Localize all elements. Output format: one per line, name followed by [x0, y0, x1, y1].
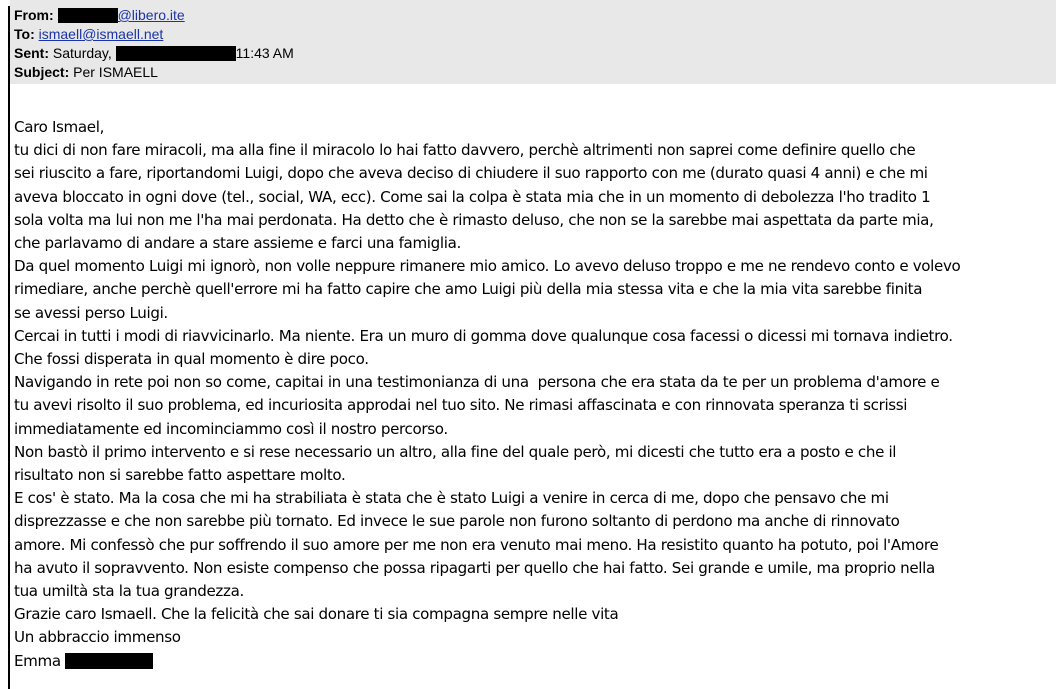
- body-line: Cercai in tutti i modi di riavvicinarlo. Ma niente. Era un muro di gomma dove qualunque cosa facessi o dicessi mi tornava indietro.: [14, 326, 953, 345]
- body-line: Che fossi disperata in qual momento è dire poco.: [14, 350, 369, 369]
- email-body: [14, 116, 1050, 673]
- body-line: sola volta ma lui non me l'ha mai perdonata. Ha detto che è rimasto deluso, che non se la sarebbe mai aspettata da parte mia,: [14, 210, 934, 229]
- sent-line: [14, 44, 294, 62]
- to-line: [14, 25, 163, 43]
- body-line: Grazie caro Ismaell. Che la felicità che sai donare ti sia compagna sempre nelle vita: [14, 605, 619, 624]
- sent-label: Sent:: [14, 45, 49, 61]
- body-line: sei riuscito a fare, riportandomi Luigi, dopo che aveva deciso di chiudere il suo rapporto con me (durato quasi 4 anni) e che mi: [14, 164, 928, 183]
- greeting: Caro Ismael,: [14, 118, 105, 136]
- signature: [14, 650, 1050, 673]
- body-line: amore. Mi confessò che pur soffrendo il suo amore per me non era venuto mai meno. Ha resistito quanto ha potuto, poi l'Amore: [14, 535, 939, 554]
- to-label: To:: [14, 26, 35, 42]
- body-line: Da quel momento Luigi mi ignorò, non volle neppure rimanere mio amico. Lo avevo deluso troppo e me ne rendevo conto e volevo: [14, 257, 961, 276]
- subject-line: [14, 63, 158, 81]
- body-line: risultato non si sarebbe fatto aspettare molto.: [14, 466, 346, 485]
- body-line: tu dici di non fare miracoli, ma alla fine il miracolo lo hai fatto davvero, perchè altrimenti non saprei come definire quello che: [14, 141, 916, 160]
- body-line: rimediare, anche perchè quell'errore mi ha fatto capire che amo Luigi più della mia stessa vita e che la mia vita sarebbe finita: [14, 280, 923, 299]
- body-line: Un abbraccio immenso: [14, 628, 181, 647]
- body-line: disprezzasse e che non sarebbe più tornato. Ed invece le sue parole non furono soltanto di perdono ma anche di rinnovato: [14, 512, 900, 531]
- body-line: Non bastò il primo intervento e si rese necessario un altro, alla fine del quale però, mi dicesti che tutto era a posto e che il: [14, 442, 897, 461]
- body-line: che parlavamo di andare a stare assieme e farci una famiglia.: [14, 234, 461, 253]
- body-line: Navigando in rete poi non so come, capitai in una testimonianza di una persona che era stata da te per un problema d'amore e: [14, 373, 940, 392]
- body-line: tu avevi risolto il suo problema, ed incuriosita approdai nel tuo sito. Ne rimasi affascinata e con rinnovata speranza ti scrissi: [14, 396, 908, 415]
- from-label: From:: [14, 7, 54, 23]
- body-lines: [14, 139, 1050, 649]
- body-line: E cos' è stato. Ma la cosa che mi ha strabiliata è stata che è stato Luigi a venire in cerca di me, dopo che pensavo che mi: [14, 489, 889, 508]
- subject-label: Subject:: [14, 64, 70, 80]
- sent-time: 11:43 AM: [235, 45, 294, 61]
- from-line: [14, 6, 185, 24]
- body-line: immediatamente ed incominciammo così il nostro percorso.: [14, 419, 448, 438]
- signature-name: Emma: [14, 651, 61, 670]
- subject-value: Per ISMAELL: [73, 64, 158, 80]
- from-address-link[interactable]: @libero.ite: [117, 7, 185, 23]
- body-line: se avessi perso Luigi.: [14, 303, 168, 322]
- to-address-link[interactable]: ismaell@ismaell.net: [38, 26, 164, 42]
- sent-day: Saturday,: [52, 45, 112, 61]
- redacted-sender-name: [58, 8, 118, 23]
- body-line: aveva bloccato in ogni dove (tel., social, WA, ecc). Come sai la colpa è stata mia che in un momento di debolezza l'ho tradito 1: [14, 187, 931, 206]
- redacted-signature-surname: [65, 653, 153, 669]
- redacted-sent-date: [116, 46, 236, 61]
- body-line: ha avuto il sopravvento. Non esiste compenso che possa ripagarti per quello che hai fatto. Sei grande e umile, ma proprio nella: [14, 558, 935, 577]
- body-line: tua umiltà sta la tua grandezza.: [14, 582, 244, 601]
